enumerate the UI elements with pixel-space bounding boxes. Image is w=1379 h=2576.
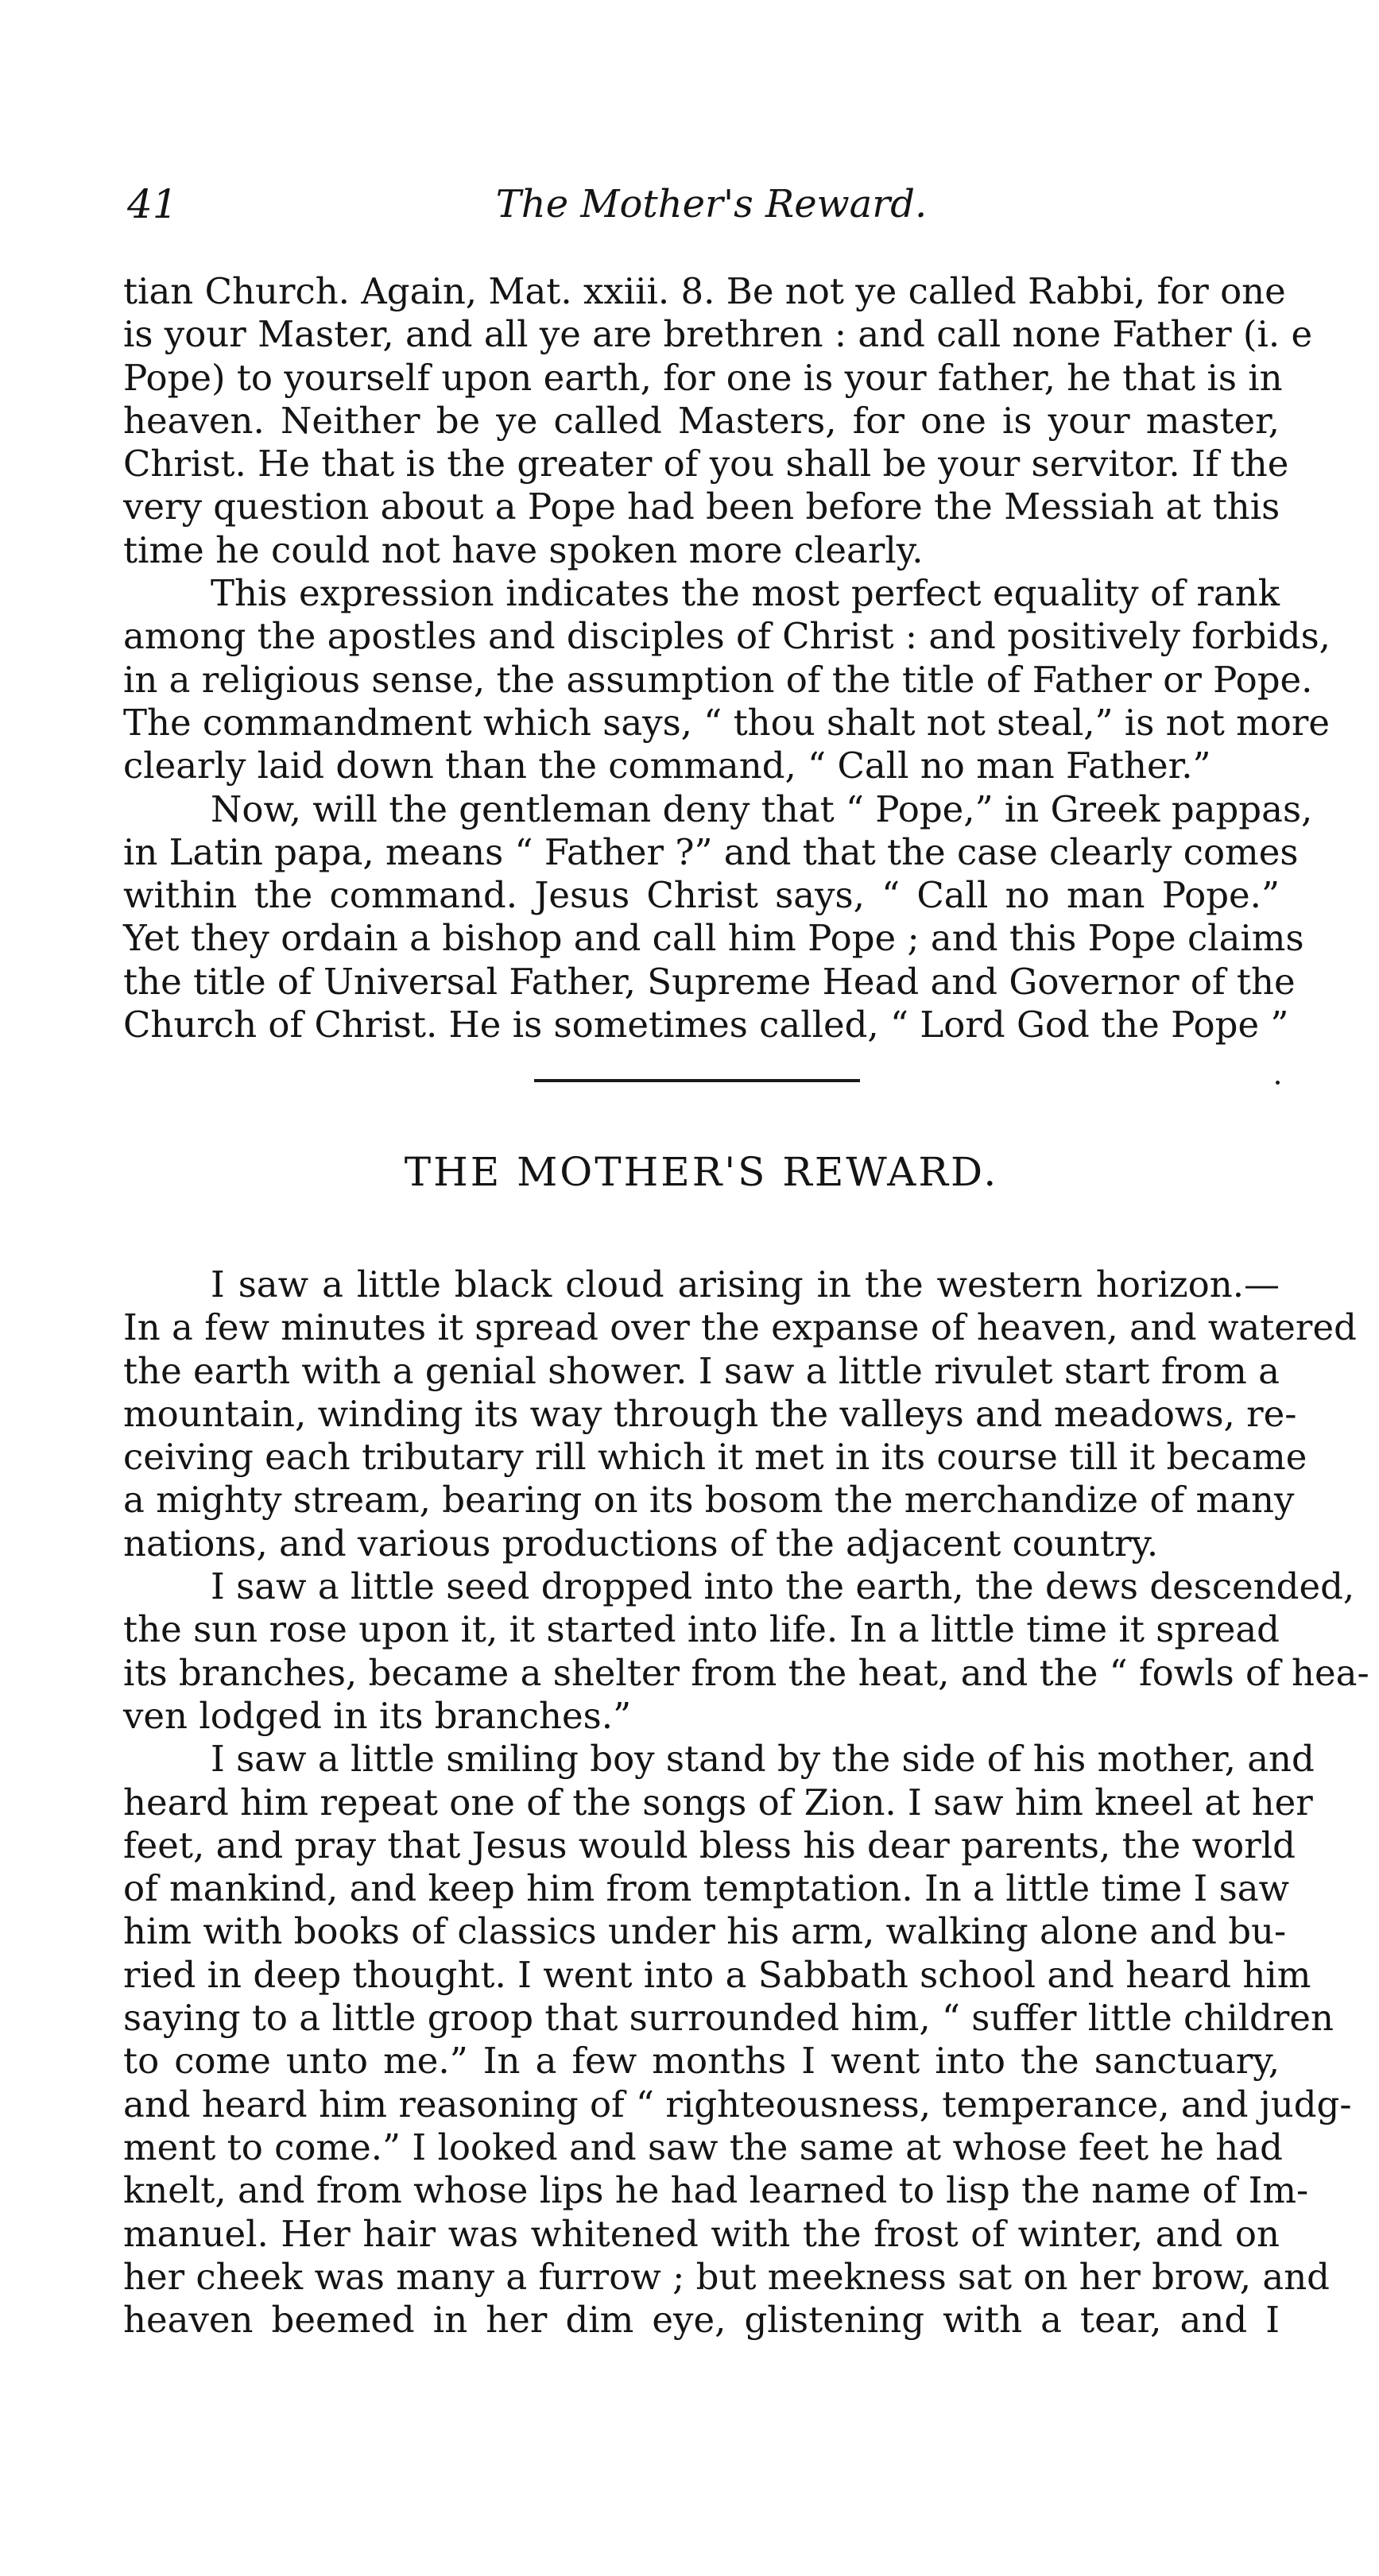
text-line: Now, will the gentleman deny that “ Pope,” in Greek pappas, <box>211 787 1313 830</box>
text-line: Pope) to yourself upon earth, for one is your father, he that is in <box>123 356 1283 399</box>
section-heading: THE MOTHER'S REWARD. <box>404 1149 999 1195</box>
text-line: to come unto me.” In a few months I went into the sanctuary, <box>123 2040 1280 2083</box>
running-head <box>127 176 1296 232</box>
text-line: time he could not have spoken more clearly. <box>123 528 924 571</box>
text-line: heaven beemed in her dim eye, glistening with a tear, and I <box>123 2299 1280 2342</box>
text-line: the sun rose upon it, it started into life. In a little time it spread <box>123 1608 1280 1651</box>
divider-dot <box>1276 1081 1280 1085</box>
text-line: the title of Universal Father, Supreme Head and Governor of the <box>123 960 1296 1003</box>
text-line: I saw a little black cloud arising in the western horizon.— <box>211 1263 1280 1305</box>
text-line: saying to a little groop that surrounded him, “ suffer little children <box>123 1997 1334 2040</box>
text-line: ried in deep thought. I went into a Sabbath school and heard him <box>123 1953 1311 1996</box>
text-line: very question about a Pope had been before the Messiah at this <box>123 485 1280 528</box>
text-line: Christ. He that is the greater of you shall be your servitor. If the <box>123 443 1289 485</box>
text-line: a mighty stream, bearing on its bosom the merchandize of many <box>123 1479 1295 1522</box>
text-line: mountain, winding its way through the valleys and meadows, re- <box>123 1392 1297 1435</box>
text-line: I saw a little seed dropped into the earth, the dews descended, <box>211 1565 1355 1608</box>
text-line: in a religious sense, the assumption of the title of Father or Pope. <box>123 658 1313 701</box>
text-line: among the apostles and disciples of Christ : and positively forbids, <box>123 615 1331 658</box>
text-line: Church of Christ. He is sometimes called, “ Lord God the Pope ” <box>123 1004 1289 1046</box>
text-line: ment to come.” I looked and saw the same at whose feet he had <box>123 2125 1283 2168</box>
text-line: her cheek was many a furrow ; but meekness sat on her brow, and <box>123 2255 1330 2298</box>
text-line: feet, and pray that Jesus would bless his dear parents, the world <box>123 1824 1296 1866</box>
section-text <box>123 1263 1369 2342</box>
text-line: ceiving each tributary rill which it met in its course till it became <box>123 1436 1307 1479</box>
text-line: heard him repeat one of the songs of Zion. I saw him kneel at her <box>123 1781 1313 1824</box>
text-line: ven lodged in its branches.” <box>123 1694 632 1737</box>
text-line: knelt, and from whose lips he had learned to lisp the name of Im- <box>123 2169 1309 2212</box>
text-line: nations, and various productions of the adjacent country. <box>123 1522 1159 1565</box>
text-line: clearly laid down than the command, “ Call no man Father.” <box>123 745 1211 787</box>
text-line: its branches, became a shelter from the heat, and the “ fowls of hea- <box>123 1651 1369 1694</box>
text-line: manuel. Her hair was whitened with the frost of winter, and on <box>123 2212 1280 2255</box>
text-line: in Latin papa, means “ Father ?” and that the case clearly comes <box>123 830 1299 873</box>
text-line: Yet they ordain a bishop and call him Pope ; and this Pope claims <box>123 917 1304 960</box>
page-number: 41 <box>127 181 178 227</box>
text-line: within the command. Jesus Christ says, “ Call no man Pope.” <box>123 874 1280 917</box>
running-title: The Mother's Reward. <box>495 182 928 226</box>
text-line: heaven. Neither be ye called Masters, for one is your master, <box>123 399 1280 442</box>
text-line: I saw a little smiling boy stand by the side of his mother, and <box>211 1738 1315 1781</box>
text-line: the earth with a genial shower. I saw a little rivulet start from a <box>123 1349 1280 1392</box>
text-line: In a few minutes it spread over the expanse of heaven, and watered <box>123 1306 1357 1349</box>
continued-text <box>123 270 1331 1046</box>
text-line: This expression indicates the most perfect equality of rank <box>211 572 1280 615</box>
text-line: tian Church. Again, Mat. xxiii. 8. Be not ye called Rabbi, for one <box>123 270 1286 312</box>
text-line: and heard him reasoning of “ righteousness, temperance, and judg- <box>123 2083 1352 2125</box>
text-line: is your Master, and all ye are brethren : and call none Father (i. e <box>123 313 1313 356</box>
text-line: of mankind, and keep him from temptation. In a little time I saw <box>123 1867 1290 1910</box>
text-line: him with books of classics under his arm, walking alone and bu- <box>123 1910 1287 1953</box>
text-line: The commandment which says, “ thou shalt not steal,” is not more <box>123 701 1330 744</box>
section-divider <box>534 1079 860 1082</box>
